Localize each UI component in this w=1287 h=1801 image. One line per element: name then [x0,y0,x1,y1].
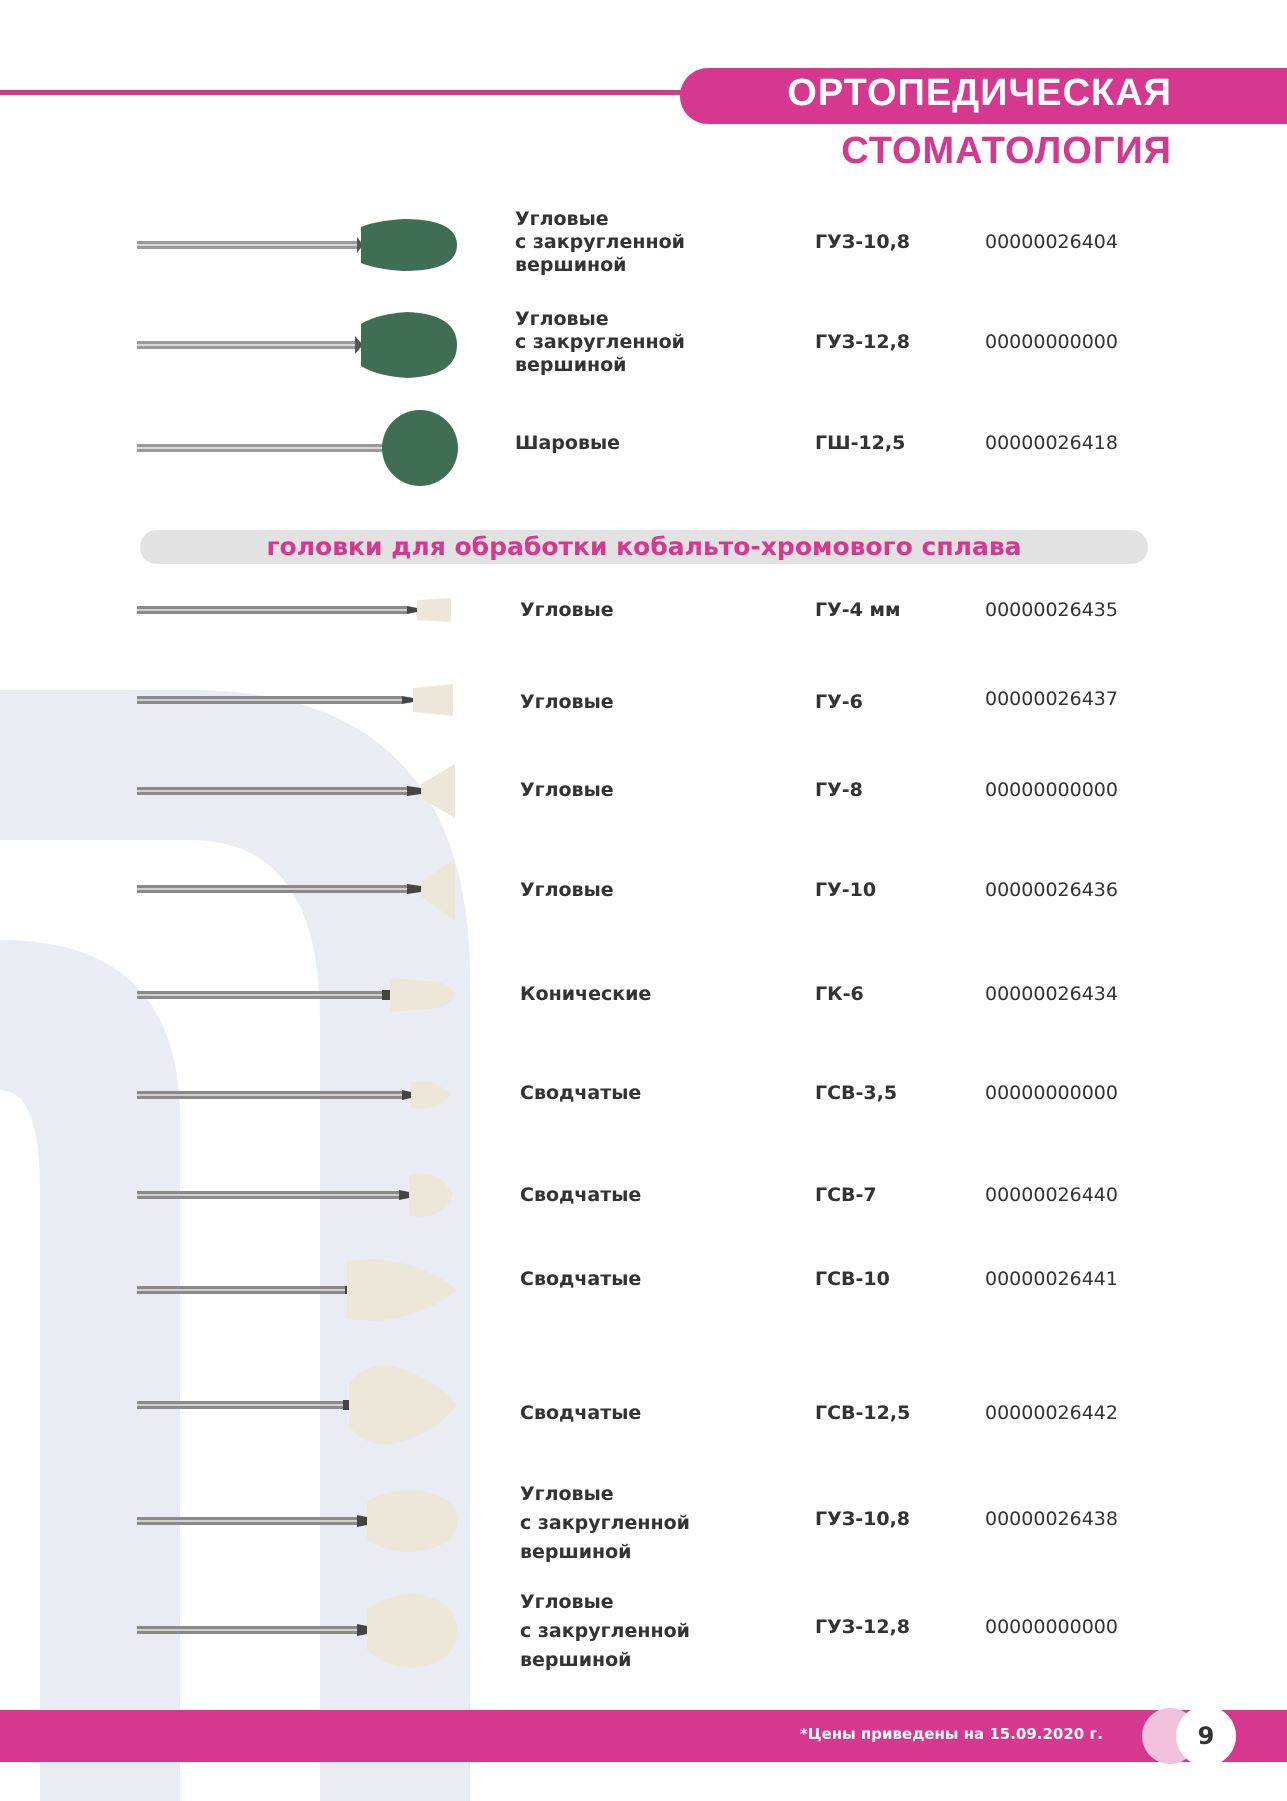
product-name: Угловые [520,779,614,801]
product-article: 00000026436 [985,879,1118,901]
white-conical-bur-image [135,974,465,1016]
product-code: ГШ-12,5 [815,432,906,454]
page-title-line1: ОРТОПЕДИЧЕСКАЯ [787,72,1172,114]
product-article: 00000026434 [985,983,1118,1005]
product-name: Угловые с закругленной вершиной [515,208,685,276]
product-name: Конические [520,983,652,1005]
product-code: ГУЗ-12,8 [815,1616,911,1638]
product-name: Шаровые [515,432,621,454]
green-ball-bur-image [135,407,465,487]
product-article: 00000000000 [985,1082,1118,1104]
page-title-line2: СТОМАТОЛОГИЯ [841,130,1172,172]
product-row [0,205,1287,285]
product-row [0,760,1287,820]
product-row [0,855,1287,925]
product-name: Сводчатые [520,1402,642,1424]
product-article: 00000026442 [985,1402,1118,1424]
product-name: Угловые с закругленной вершиной [520,1591,690,1671]
product-name: Сводчатые [520,1184,642,1206]
product-row [0,680,1287,720]
product-article: 00000000000 [985,1616,1118,1638]
product-code: ГУЗ-10,8 [815,1508,911,1530]
product-row [0,590,1287,630]
white-angular-bur-image [135,594,465,626]
white-arched-bur-image [135,1076,465,1114]
product-code: ГУ-6 [815,691,863,713]
green-angular-rounded-bur-image [135,310,465,380]
white-arched-bur-image [135,1169,465,1221]
product-article: 00000026438 [985,1508,1118,1530]
product-code: ГСВ-3,5 [815,1082,898,1104]
product-row [0,405,1287,485]
product-code: ГУЗ-10,8 [815,231,911,253]
section-title: головки для обработки кобальто-хромового сплава [266,532,1022,561]
white-angular-bur-image [135,682,465,718]
product-code: ГУ-10 [815,879,877,901]
product-name: Угловые [520,879,614,901]
header-accent-line [0,90,700,95]
product-row [0,1070,1287,1120]
white-angular-bur-image [135,857,465,923]
product-name: Угловые с закругленной вершиной [515,308,685,376]
white-angular-rounded-bur-image [135,1592,465,1672]
product-code: ГСВ-12,5 [815,1402,911,1424]
product-article: 00000000000 [985,331,1118,353]
white-angular-bur-image [135,762,465,820]
white-arched-bur-image [135,1257,465,1323]
product-row [0,1165,1287,1225]
product-code: ГУ-8 [815,779,863,801]
product-article: 00000026440 [985,1184,1118,1206]
white-angular-rounded-bur-image [135,1486,465,1556]
product-name: Сводчатые [520,1082,642,1104]
product-code: ГСВ-10 [815,1268,890,1290]
product-row [0,1588,1287,1678]
product-article: 00000026435 [985,599,1118,621]
product-name: Угловые [520,599,614,621]
product-row [0,1360,1287,1450]
product-article: 00000026437 [985,688,1118,710]
white-arched-bur-image [135,1364,465,1446]
product-name: Угловые с закругленной вершиной [520,1483,690,1563]
product-name: Сводчатые [520,1268,642,1290]
product-row [0,1255,1287,1325]
product-name: Угловые [520,691,614,713]
product-row [0,970,1287,1020]
product-article: 00000026418 [985,432,1118,454]
product-code: ГСВ-7 [815,1184,877,1206]
green-angular-rounded-bur-image [135,215,465,275]
price-date-note: *Цены приведены на 15.09.2020 г. [799,1725,1103,1743]
product-row [0,305,1287,385]
product-article: 00000000000 [985,779,1118,801]
page-number: 9 [1197,1722,1215,1750]
product-row [0,1480,1287,1563]
page-number-badge [1176,1706,1236,1766]
product-article: 00000026441 [985,1268,1118,1290]
product-article: 00000026404 [985,231,1118,253]
product-code: ГУ-4 мм [815,599,901,621]
product-code: ГУЗ-12,8 [815,331,911,353]
product-code: ГК-6 [815,983,864,1005]
